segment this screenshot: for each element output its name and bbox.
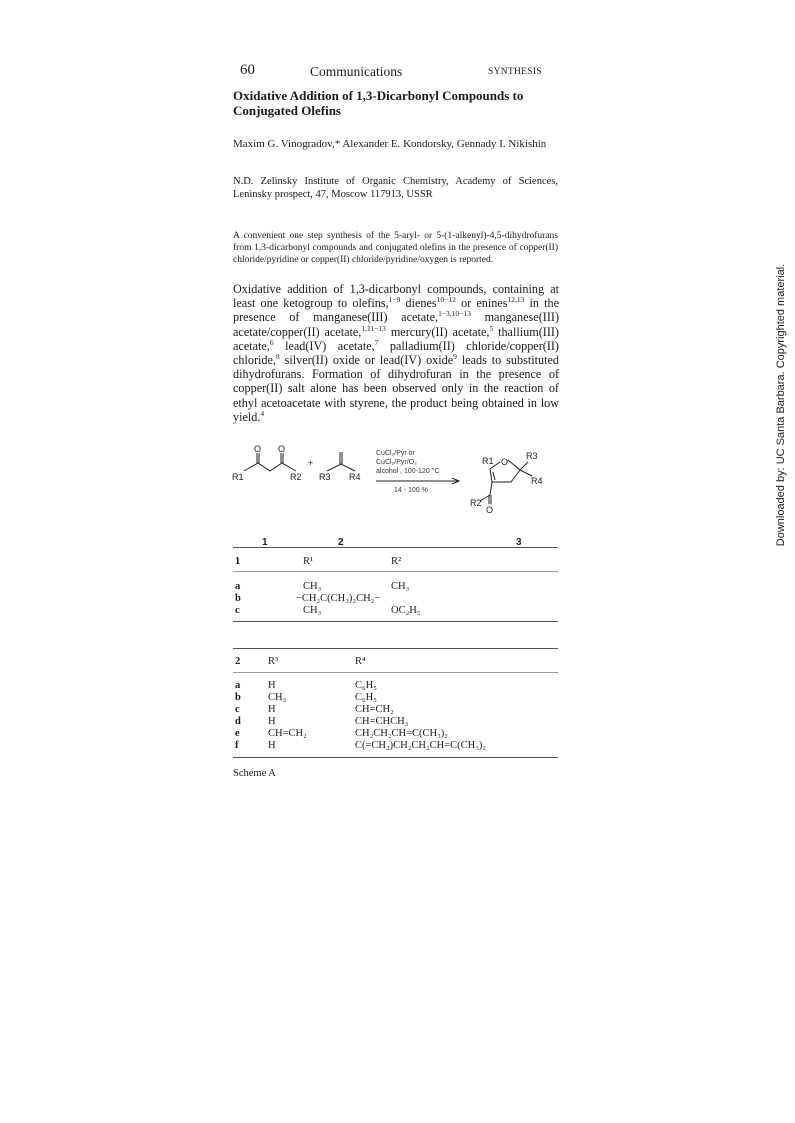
body-text: lead(IV) acetate, [273, 338, 375, 353]
body-text: dienes [400, 296, 437, 311]
product-bond [520, 462, 528, 470]
table1-header-compound: 1 [235, 556, 241, 567]
scheme-caption: Scheme A [233, 768, 276, 779]
table-rule [233, 648, 558, 649]
table2-cell: CH=CH₂ [268, 728, 307, 739]
product-carbonyl-oxygen: O [486, 505, 494, 515]
condition-line: alcohol , 100-120 °C [376, 468, 440, 475]
substituent-r2: R2 [290, 472, 302, 482]
reference-superscript: 10−12 [436, 295, 456, 305]
compound-number: 1 [262, 537, 268, 548]
table2-cell: C₆H₅ [355, 692, 377, 703]
table-rule [233, 621, 558, 622]
affiliation: N.D. Zelinsky Institute of Organic Chemistry, Academy of Sciences, Leninsky prospect, 47, Moscow 117913, USSR [233, 176, 558, 200]
condition-line: CuCl₂/Pyr or [376, 450, 415, 457]
table1-header-r1: R¹ [303, 556, 314, 567]
article-title: Oxidative Addition of 1,3-Dicarbonyl Compounds to Conjugated Olefins [233, 88, 524, 118]
table2-cell: CH=CHCH₃ [355, 716, 409, 727]
reference-superscript: 8 [275, 351, 280, 361]
yield-label: 14 - 100 % [394, 487, 428, 494]
body-text: mercury(II) acetate, [385, 324, 490, 339]
substituent-r3: R3 [319, 472, 331, 482]
reference-superscript: 7 [374, 337, 379, 347]
table2-cell: CH=CH₂ [355, 704, 394, 715]
reference-superscript: 1−9 [388, 295, 401, 305]
table2-cell: CH₂CH₂CH=C(CH₃)₂ [355, 728, 448, 739]
table2-row-label: b [235, 692, 241, 703]
table2-row-label: f [235, 740, 239, 751]
body-text: silver(II) oxide or lead(IV) oxide [279, 353, 454, 368]
compound-number: 2 [338, 537, 344, 548]
section-title: Communications [310, 64, 403, 79]
table2-row-label: e [235, 728, 240, 739]
compound-1-skeleton [244, 463, 296, 471]
reference-superscript: 4 [260, 408, 265, 418]
table2-cell: CH₃ [268, 692, 287, 703]
table1-cell: CH₃ [303, 605, 322, 616]
table2-header-r4: R⁴ [355, 656, 366, 667]
journal-name: SYNTHESIS [488, 67, 542, 77]
table2-header-compound: 2 [235, 656, 241, 667]
plus-sign: + [308, 458, 314, 468]
body-text: or enines [455, 296, 508, 311]
oxygen-label: O [254, 444, 262, 454]
abstract: A convenient one step synthesis of the 5-aryl- or 5-(1-alkenyl)-4,5-dihydrofurans from 1,3-dicarbonyl compounds and conjugated olefins in the presence of copper(II) chloride/pyridine or copper(II) chloride/pyridine/oxygen is reported. [233, 231, 558, 266]
download-watermark: Downloaded by: UC Santa Barbara. Copyrighted material. [775, 263, 787, 547]
reference-superscript: 12,13 [507, 295, 525, 305]
body-text: leads to substituted dihydrofurans. Formation of dihydrofuran in the presence of copper(II) salt alone has been observed only in the reaction of ethyl acetoacetate with styrene, the product being obtained in low yield. [233, 353, 559, 424]
table1-row-label: b [235, 593, 241, 604]
table-rule [233, 547, 558, 548]
table2-cell: C₆H₅ [355, 680, 377, 691]
table1-cell: CH₃ [391, 581, 410, 592]
table1-header-r2: R² [391, 556, 402, 567]
compound-2-skeleton [327, 464, 355, 471]
table2-row-label: d [235, 716, 241, 727]
table-rule [233, 571, 558, 572]
table2-cell: H [268, 740, 276, 751]
compound-number: 3 [516, 537, 522, 548]
table2-row-label: c [235, 704, 240, 715]
body-text: thallium(III) acetate, [233, 324, 559, 353]
table2-cell: H [268, 680, 276, 691]
table2-cell: H [268, 704, 276, 715]
body-text: manganese(III) acetate/copper(II) acetate, [233, 310, 559, 339]
reference-superscript: 5 [489, 323, 494, 333]
table2-header-r3: R³ [268, 656, 279, 667]
body-paragraph [233, 282, 559, 424]
page-number: 60 [240, 62, 255, 78]
oxygen-label: O [278, 444, 286, 454]
condition-line: CuCl₂/Pyr/O₂ [376, 459, 417, 466]
product-r1: R1 [482, 456, 494, 466]
reference-superscript: 1,11−13 [361, 323, 386, 333]
table1-row-label: a [235, 581, 241, 592]
table-rule [233, 757, 558, 758]
product-r3: R3 [526, 451, 538, 461]
substituent-r1: R1 [232, 472, 244, 482]
table2-row-label: a [235, 680, 241, 691]
product-r2: R2 [470, 498, 482, 508]
substituent-r4: R4 [349, 472, 361, 482]
body-text: in the presence of manganese(III) acetate, [233, 296, 559, 325]
product-r4: R4 [531, 476, 543, 486]
table1-cell: CH₃ [303, 581, 322, 592]
table1-row-label: c [235, 605, 240, 616]
table-rule [233, 672, 558, 673]
product-bond [490, 482, 492, 495]
table2-cell: C(=CH₂)CH₂CH₂CH=C(CH₃)₂ [355, 740, 487, 751]
table1-cell: OC₂H₅ [391, 605, 421, 616]
ring-double-bond [493, 472, 495, 480]
reference-superscript: 1−3,10−13 [438, 309, 471, 319]
table2-cell: H [268, 716, 276, 727]
body-text: palladium(II) chloride/copper(II) chloride, [233, 338, 559, 368]
table1-cell: −CH₂C(CH₃)₂CH₂− [296, 593, 381, 604]
body-text: Oxidative addition of 1,3-dicarbonyl compounds, containing at least one ketogroup to olefins, [233, 282, 559, 311]
reference-superscript: 9 [453, 351, 457, 361]
product-oxygen: O [501, 457, 509, 467]
reference-superscript: 6 [269, 337, 274, 347]
reaction-scheme [230, 440, 560, 555]
author-list: Maxim G. Vinogradov,* Alexander E. Kondorsky, Gennady I. Nikishin [233, 138, 547, 150]
